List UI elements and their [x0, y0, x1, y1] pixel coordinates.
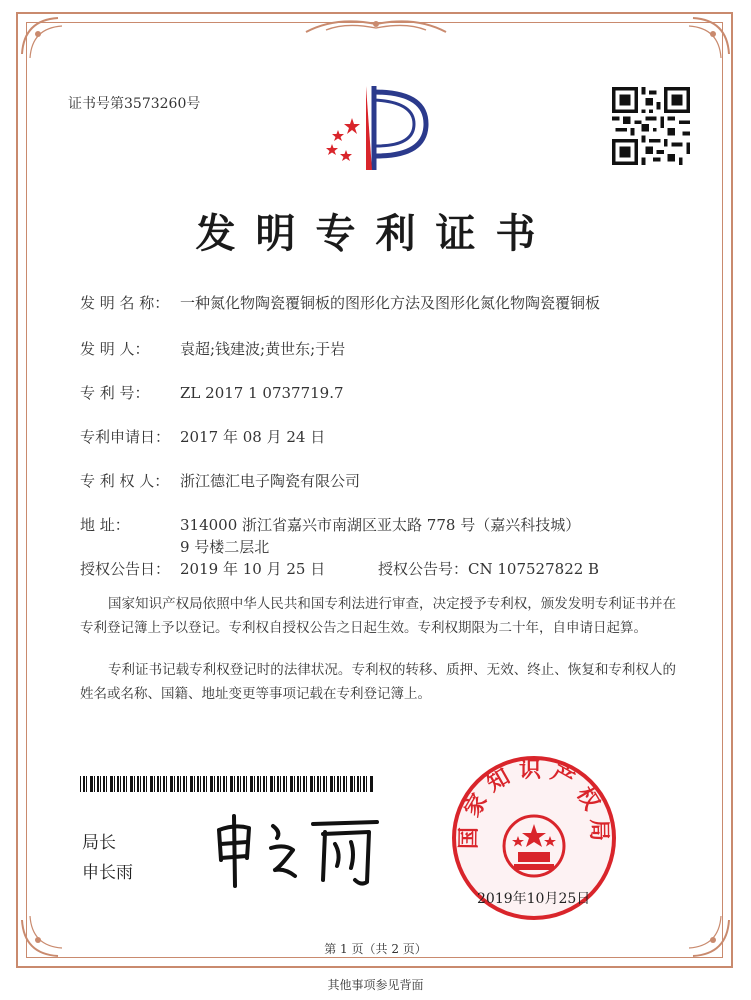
certificate-title: 发明专利证书 [195, 210, 556, 257]
field-address-line2 [180, 536, 269, 557]
field-label: 发 明 名 称： [80, 294, 170, 312]
field-label: 授权公告日： [80, 560, 171, 578]
field-inventors [80, 338, 345, 359]
top-left-ornament [18, 14, 78, 74]
director-title: 局长 [82, 833, 116, 853]
field-value: 9 号楼二层北 [180, 538, 270, 556]
director-name: 申长雨 [82, 863, 133, 883]
field-address [80, 514, 580, 535]
field-label: 专利申请日： [80, 428, 171, 446]
seal-date: 2019年10月25日 [477, 891, 591, 907]
field-label: 授权公告号： [378, 560, 469, 578]
qr-code-icon [612, 87, 690, 165]
field-label: 专 利 权 人： [80, 472, 170, 490]
paragraph-grant-statement: 国家知识产权局依照中华人民共和国专利法进行审查，决定授予专利权，颁发发明专利证书并在专利登记簿上予以登记。专利权自授权公告之日起生效。专利权期限为二十年，自申请日起算。 [80, 596, 676, 636]
top-right-ornament [673, 14, 733, 74]
patent-office-logo-icon [316, 80, 436, 175]
field-value: 314000 浙江省嘉兴市南湖区亚太路 778 号（嘉兴科技城） [180, 516, 581, 534]
field-value: 2017 年 08 月 24 日 [180, 428, 326, 446]
field-announcement-number [378, 558, 599, 579]
field-value: 袁超;钱建波;黄世东;于岩 [180, 340, 346, 358]
field-value: 浙江德汇电子陶瓷有限公司 [180, 472, 361, 490]
field-patent-number [80, 382, 344, 403]
field-label: 专 利 号： [80, 384, 150, 402]
paragraph-legal-status: 专利证书记载专利权登记时的法律状况。专利权的转移、质押、无效、终止、恢复和专利权人的姓名或名称、国籍、地址变更等事项记载在专利登记簿上。 [80, 662, 676, 702]
field-invention-name [80, 292, 600, 313]
handwritten-signature [205, 810, 385, 890]
top-ornament [296, 14, 456, 36]
field-value: CN 107527822 B [468, 560, 600, 578]
footer-note: 其他事项参见背面 [327, 978, 424, 992]
field-value: ZL 2017 1 0737719.7 [180, 384, 344, 402]
field-value: 2019 年 10 月 25 日 [180, 560, 326, 578]
svg-text:国家知识产权局: 国家知识产权局 [455, 756, 613, 850]
field-application-date [80, 426, 325, 447]
field-patentee [80, 470, 360, 491]
page-number: 第 1 页（共 2 页） [324, 942, 427, 956]
barcode-icon [80, 776, 376, 792]
field-label: 发 明 人： [80, 340, 150, 358]
field-label: 地 址： [80, 516, 130, 534]
field-value: 一种氮化物陶瓷覆铜板的图形化方法及图形化氮化物陶瓷覆铜板 [180, 294, 601, 312]
certificate-number: 证书号第3573260号 [68, 96, 201, 112]
field-grant-date [80, 558, 325, 579]
